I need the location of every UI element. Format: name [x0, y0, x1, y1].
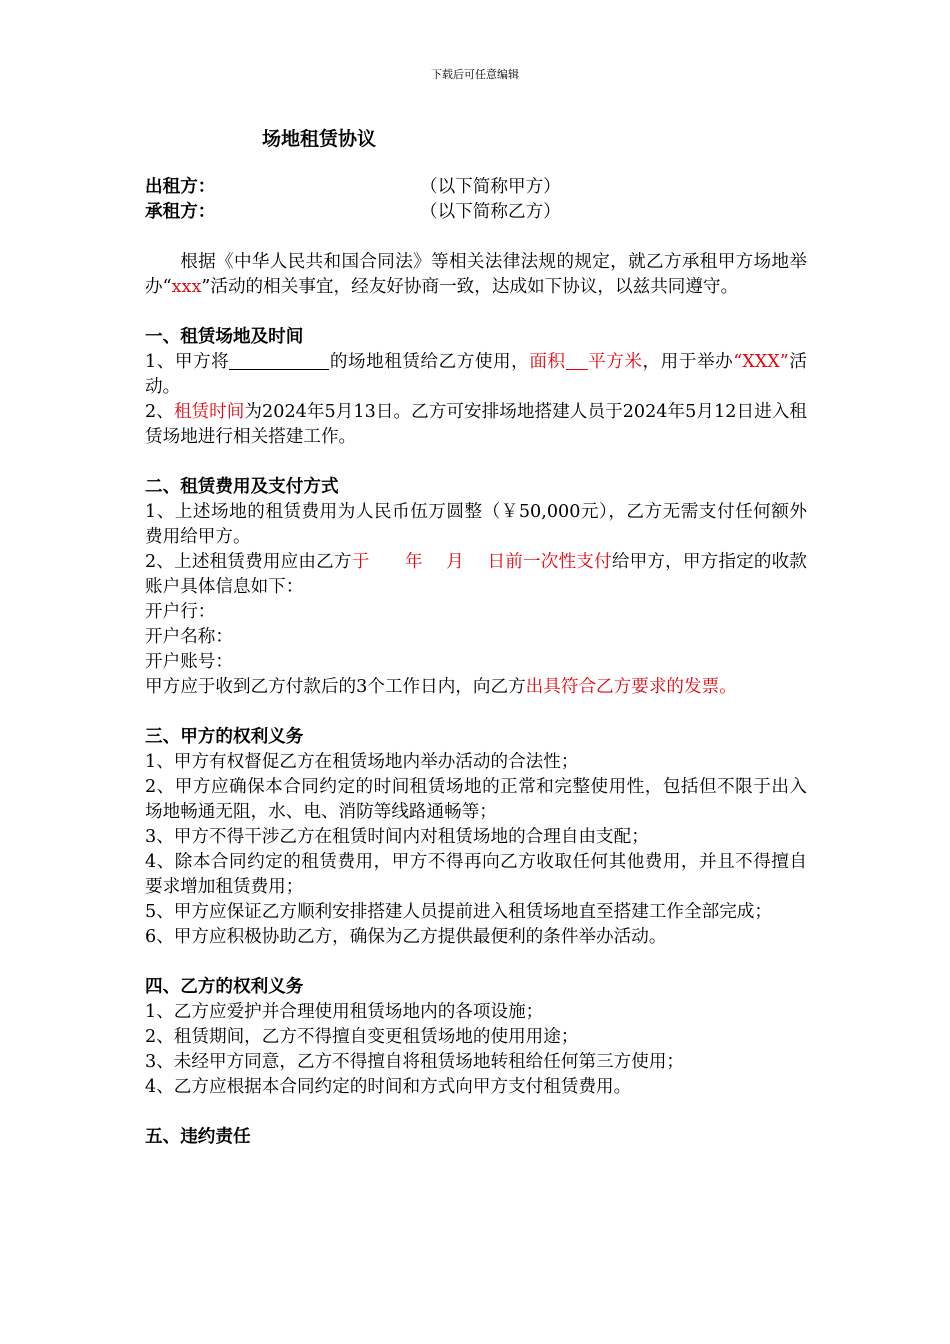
clause-text: 为2024年5月13日。乙方可安排场地搭建人员于2024年5月12日进入租赁场地进行相关搭建工作。: [145, 402, 807, 447]
clause: 5、甲方应保证乙方顺利安排搭建人员提前进入租赁场地直至搭建工作全部完成；: [145, 902, 772, 922]
invoice-requirement: 出具符合乙方要求的发票。: [525, 677, 737, 697]
clause: 1、乙方应爱护并合理使用租赁场地内的各项设施；: [145, 1002, 544, 1022]
clause-text: 2、: [145, 402, 174, 422]
intro-text: ”活动的相关事宜，经友好协商一致，达成如下协议，以兹共同遵守。: [201, 277, 739, 297]
area-label: 面积: [529, 352, 566, 372]
party-label: 出租方：: [145, 177, 216, 197]
clause: 4、乙方应根据本合同约定的时间和方式向甲方支付租赁费用。: [145, 1077, 632, 1097]
event-name-placeholder: xxx: [171, 277, 202, 297]
document-body: [145, 175, 807, 1150]
party-label: 承租方：: [145, 202, 216, 222]
clause: 4、除本合同约定的租赁费用，甲方不得再向乙方收取任何其他费用，并且不得擅自要求增加租赁费用；: [145, 852, 807, 897]
clause: [145, 350, 807, 400]
party-lessee: [145, 200, 807, 225]
area-blank: [566, 351, 588, 370]
intro-text: 根据《中华人民共和国合同法》等相关法律法规的规定，就乙方承租甲方场地举办“: [145, 252, 807, 297]
section-heading: 三、甲方的权利义务: [145, 727, 304, 747]
clause: 3、甲方不得干涉乙方在租赁时间内对租赁场地的合理自由支配；: [145, 827, 649, 847]
clause-text: 甲方应于收到乙方付款后的3个工作日内，向乙方: [145, 677, 526, 697]
account-number-field: 开户账号：: [145, 652, 233, 672]
clause: [145, 675, 807, 700]
intro-paragraph: [145, 250, 807, 300]
clause: 1、上述场地的租赁费用为人民币伍万圆整（￥50,000元），乙方无需支付任何额外费用给甲方。: [145, 502, 807, 547]
clause-text: 的场地租赁给乙方使用，: [329, 352, 530, 372]
section-heading: 二、租赁费用及支付方式: [145, 477, 339, 497]
bank-field: 开户行：: [145, 602, 216, 622]
clause-text: ，用于举办: [642, 352, 734, 372]
party-lessor: [145, 175, 807, 200]
header-note: 下载后可任意编辑: [431, 68, 519, 81]
venue-blank: [229, 351, 329, 370]
clause: 3、未经甲方同意，乙方不得擅自将租赁场地转租给任何第三方使用；: [145, 1052, 685, 1072]
clause-text: 给甲方，甲方指定的收款账户具体信息如下：: [145, 552, 807, 597]
account-name-field: 开户名称：: [145, 627, 233, 647]
clause-text: 1、甲方将: [145, 352, 230, 372]
section-heading: 一、租赁场地及时间: [145, 327, 304, 347]
lease-time-label: 租赁时间: [173, 402, 245, 422]
clause: 1、甲方有权督促乙方在租赁场地内举办活动的合法性；: [145, 752, 579, 772]
clause: [145, 550, 807, 600]
clause-text: 活动。: [145, 352, 807, 397]
section-heading: 五、违约责任: [145, 1127, 251, 1147]
section-heading: 四、乙方的权利义务: [145, 977, 304, 997]
clause: 2、租赁期间，乙方不得擅自变更租赁场地的使用用途；: [145, 1027, 579, 1047]
clause: [145, 400, 807, 450]
party-note: （以下简称甲方）: [420, 177, 561, 197]
payment-date-placeholder: 于 年 月 日前一次性支付: [351, 552, 612, 572]
area-unit: 平方米: [587, 352, 643, 372]
clause: 2、甲方应确保本合同约定的时间租赁场地的正常和完整使用性，包括但不限于出入场地畅通无阻，水、电、消防等线路通畅等；: [145, 777, 807, 822]
clause: 6、甲方应积极协助乙方，确保为乙方提供最便利的条件举办活动。: [145, 927, 667, 947]
party-note: （以下简称乙方）: [420, 202, 561, 222]
clause-text: 2、上述租赁费用应由乙方: [145, 552, 352, 572]
event-name-placeholder: “XXX”: [733, 352, 789, 372]
document-title: 场地租赁协议: [262, 128, 377, 150]
